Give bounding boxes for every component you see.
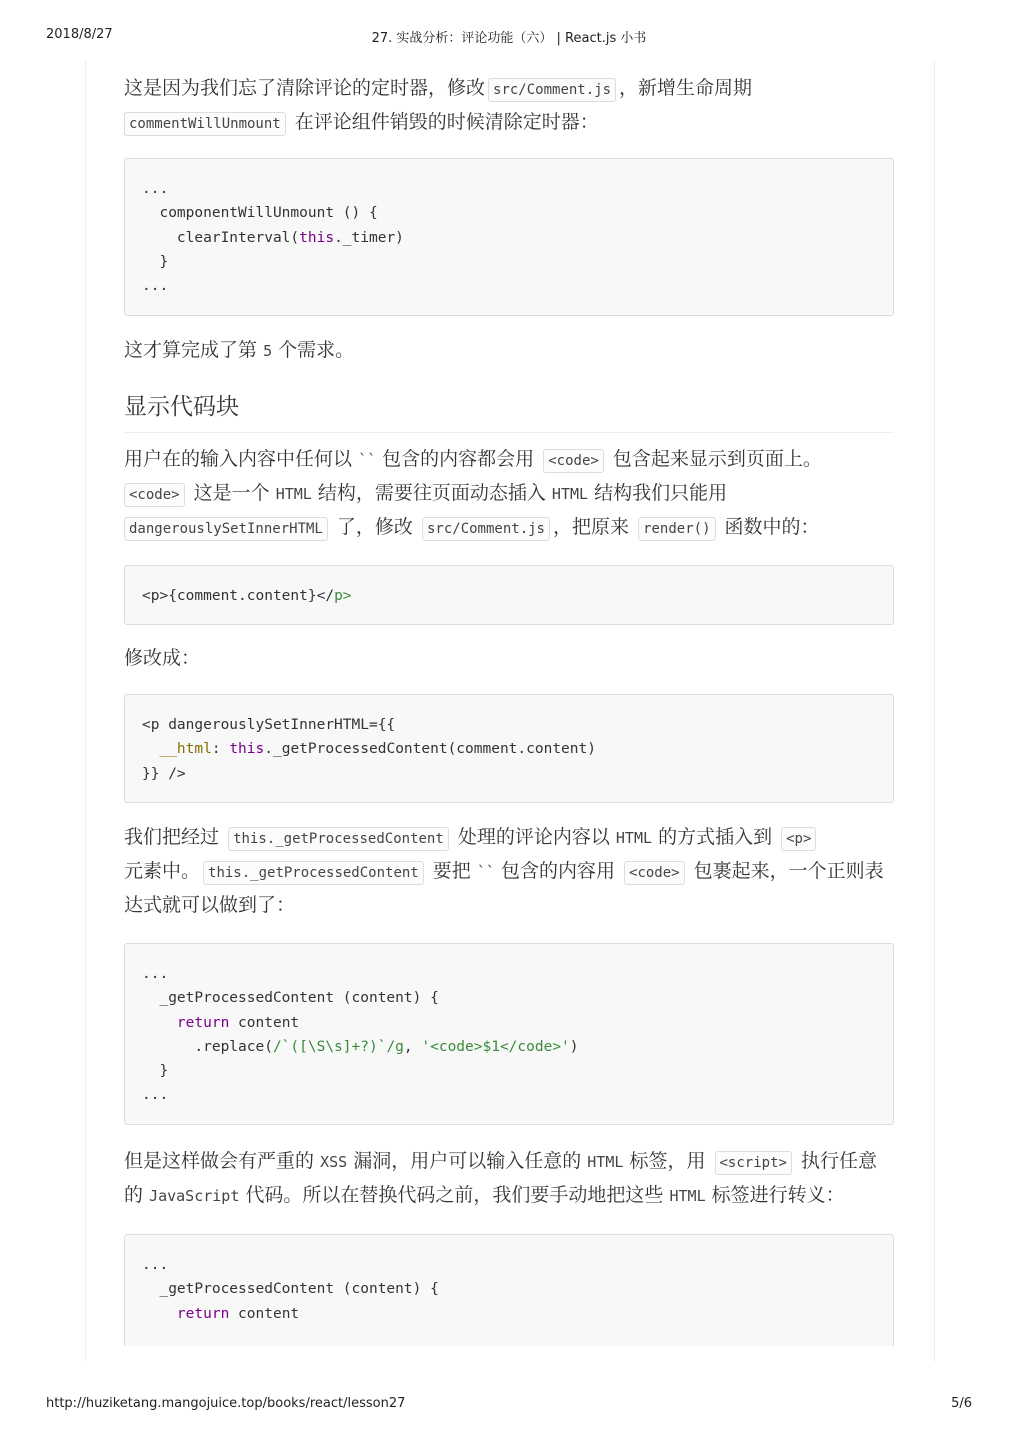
print-date: 2018/8/27 <box>46 27 113 42</box>
inline-code: <code> <box>124 483 185 507</box>
code-text: ._getProcessedContent(comment.content) <box>264 741 596 758</box>
code-text: , <box>403 1038 422 1055</box>
paragraph-code-display <box>124 443 894 545</box>
code-block-unmount <box>124 158 894 316</box>
inline-code: src/Comment.js <box>422 517 550 541</box>
inline-code: dangerouslySetInnerHTML <box>124 517 328 541</box>
code-line: <p dangerouslySetInnerHTML={{ <box>142 717 396 733</box>
print-page-number: 5/6 <box>951 1396 972 1411</box>
code-tag: p> <box>334 588 352 604</box>
mono-text: XSS <box>320 1153 348 1171</box>
code-text: <p>{comment.content}</ <box>142 588 335 604</box>
code-line: }} /> <box>142 765 186 782</box>
code-keyword: this <box>299 229 335 246</box>
backtick-text: `` <box>476 863 495 881</box>
text: 标签，用 <box>629 1150 706 1172</box>
print-page-title: 27. 实战分析：评论功能（六） | React.js 小书 <box>371 31 647 46</box>
text: 代码。所以在替换代码之前，我们要手动地把这些 <box>245 1184 664 1206</box>
inline-code: src/Comment.js <box>488 78 616 102</box>
text: 包含的内容都会用 <box>382 448 535 470</box>
inline-code: <script> <box>715 1151 792 1175</box>
print-url: http://huziketang.mangojuice.top/books/react/lesson27 <box>46 1396 406 1411</box>
inline-code: <p> <box>781 827 816 851</box>
text: 包含起来显示到页面上。 <box>612 448 822 470</box>
inline-code: this._getProcessedContent <box>203 861 424 885</box>
text: 了，修改 <box>336 516 413 538</box>
text: 执行任意的 <box>124 1150 877 1206</box>
code-text: content <box>229 1305 300 1322</box>
text: 在评论组件销毁的时候清除定时器： <box>294 111 599 133</box>
text: 结构我们只能用 <box>594 482 728 504</box>
code-string: '<code>$1</code>' <box>421 1038 570 1055</box>
text: 我们把经过 <box>124 826 220 848</box>
code-line: componentWillUnmount () { <box>142 205 378 222</box>
section-heading: 显示代码块 <box>124 391 894 433</box>
inline-code: this._getProcessedContent <box>228 827 449 851</box>
code-regex: /`([\S\s]+?)`/g <box>272 1038 404 1055</box>
text: ，把原来 <box>553 516 630 538</box>
text: 元素中。 <box>124 860 201 882</box>
code-block-original <box>124 565 894 625</box>
text: 用户在的输入内容中任何以 <box>124 448 353 470</box>
code-text: ._timer) <box>334 229 404 246</box>
inline-code: commentWillUnmount <box>124 112 286 136</box>
code-indent <box>142 1306 177 1322</box>
text: 但是这样做会有严重的 <box>124 1150 315 1172</box>
code-line: } <box>142 1063 169 1080</box>
code-keyword: return <box>176 1014 230 1031</box>
article-content <box>124 72 894 1346</box>
code-text: ) <box>569 1038 579 1055</box>
paragraph-requirement-5 <box>124 334 894 367</box>
code-line: ... <box>142 1257 169 1273</box>
backtick-text: `` <box>358 451 377 469</box>
inline-code: render() <box>638 517 715 541</box>
code-indent <box>142 1015 177 1031</box>
code-line: ... <box>142 181 169 197</box>
mono-text: JavaScript <box>149 1187 240 1205</box>
code-line: ... <box>142 966 169 982</box>
mono-text: HTML <box>551 485 589 503</box>
code-line: ... <box>142 278 169 295</box>
inline-code: <code> <box>624 861 685 885</box>
code-line: ... <box>142 1087 169 1104</box>
code-line: _getProcessedContent (content) { <box>142 990 439 1007</box>
inline-code: <code> <box>543 449 604 473</box>
text: 标签进行转义： <box>711 1184 845 1206</box>
text: 漏洞，用户可以输入任意的 <box>353 1150 582 1172</box>
mono-text: HTML <box>275 485 312 503</box>
code-block-modified <box>124 694 894 803</box>
requirement-number: 5 <box>263 342 273 360</box>
text: 个需求。 <box>278 339 355 361</box>
mono-text: HTML <box>615 829 653 847</box>
paragraph-modify-to: 修改成： <box>124 647 201 669</box>
text: 这才算完成了第 <box>124 339 258 361</box>
code-text: clearInterval( <box>142 229 300 246</box>
text: 包裹起来，一个正则表达式就可以做到了： <box>124 860 884 916</box>
mono-text: HTML <box>669 1187 706 1205</box>
text: 处理的评论内容以 <box>457 826 610 848</box>
text: ，新增生命周期 <box>619 77 753 99</box>
code-text: : <box>211 741 230 758</box>
text: 包含的内容用 <box>500 860 615 882</box>
code-property: __html <box>159 741 212 758</box>
code-text: content <box>229 1014 300 1031</box>
mono-text: HTML <box>587 1153 624 1171</box>
code-text: .replace( <box>142 1038 273 1055</box>
text: 结构，需要往页面动态插入 <box>317 482 546 504</box>
paragraph-clear-timer <box>124 72 894 140</box>
code-line: _getProcessedContent (content) { <box>142 1281 439 1298</box>
text: 这是一个 <box>193 482 270 504</box>
code-block-escape <box>124 1234 894 1346</box>
code-keyword: this <box>229 741 265 758</box>
text: 要把 <box>432 860 471 882</box>
text: 的方式插入到 <box>658 826 773 848</box>
code-block-regex <box>124 943 894 1125</box>
paragraph-processed-content <box>124 821 894 921</box>
code-indent <box>142 741 159 757</box>
text: 这是因为我们忘了清除评论的定时器，修改 <box>124 77 486 99</box>
text: 函数中的： <box>724 516 820 538</box>
paragraph-xss <box>124 1145 894 1212</box>
code-line: } <box>142 253 169 270</box>
code-keyword: return <box>176 1305 230 1322</box>
